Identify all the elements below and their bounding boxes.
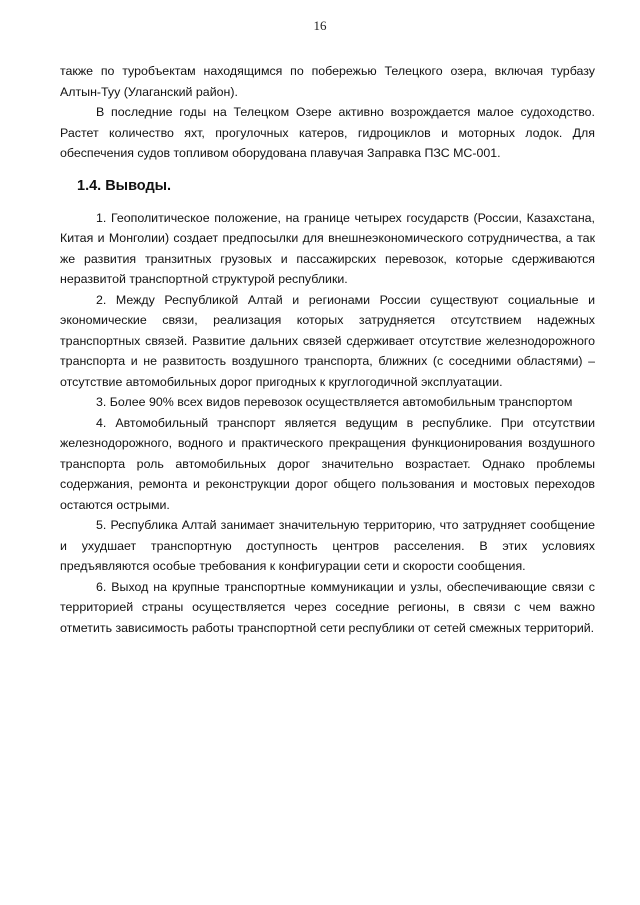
page-number: 16 xyxy=(313,18,327,33)
section-heading: 1.4. Выводы. xyxy=(77,177,172,194)
paragraph-shipping: В последние годы на Телецком Озере активно возрождается малое судоходство. Растет количество яхт, прогулочных катеров, гидроциклов и моторных лодок. Для обеспечения судов топливом оборудована плавучая Заправка ПЗС МС-001. xyxy=(60,105,595,160)
conclusion-item-3: 3. Более 90% всех видов перевозок осуществляется автомобильным транспортом xyxy=(96,395,573,409)
document-body xyxy=(60,61,595,638)
conclusion-item-1: 1. Геополитическое положение, на границе четырех государств (России, Казахстана, Китая и Монголии) создает предпосылки для внешнеэкономического сотрудничества, а так же развития транзитных грузовых и пассажирских перевозок, которые сдерживаются неразвитой транспортной структурой республики. xyxy=(60,210,595,286)
conclusion-item-6: 6. Выход на крупные транспортные коммуникации и узлы, обеспечивающие связи с территорией страны осуществляется через соседние регионы, в связи с чем важно отметить зависимость работы транспортной сети республики от сетей смежных территорий. xyxy=(60,579,595,635)
conclusion-item-2: 2. Между Республикой Алтай и регионами России существуют социальные и экономические связи, реализация которых затрудняется отсутствием надежных транспортных связей. Развитие дальних связей сдерживает отсутствие железнодорожного транспорта и не развитость воздушного транспорта, ближних (с соседними областями) – отсутствие автомобильных дорог пригодных к круглогодичной эксплуатации. xyxy=(60,292,595,389)
paragraph-tourism-continuation: также по туробъектам находящимся по побережью Телецкого озера, включая турбазу Алтын-Туу (Улаганский район). xyxy=(60,64,595,99)
conclusion-item-5: 5. Республика Алтай занимает значительную территорию, что затрудняет сообщение и ухудшает транспортную доступность центров расселения. В этих условиях предъявляются особые требования к конфигурации сети и скорости сообщения. xyxy=(60,518,595,573)
conclusion-item-4: 4. Автомобильный транспорт является ведущим в республике. При отсутствии железнодорожного, водного и практического прекращения функционирования воздушного транспорта роль автомобильных дорог значительно возрастает. Однако проблемы содержания, ремонта и реконструкции дорог общего пользования и мостовых переходов остаются острыми. xyxy=(60,415,595,512)
